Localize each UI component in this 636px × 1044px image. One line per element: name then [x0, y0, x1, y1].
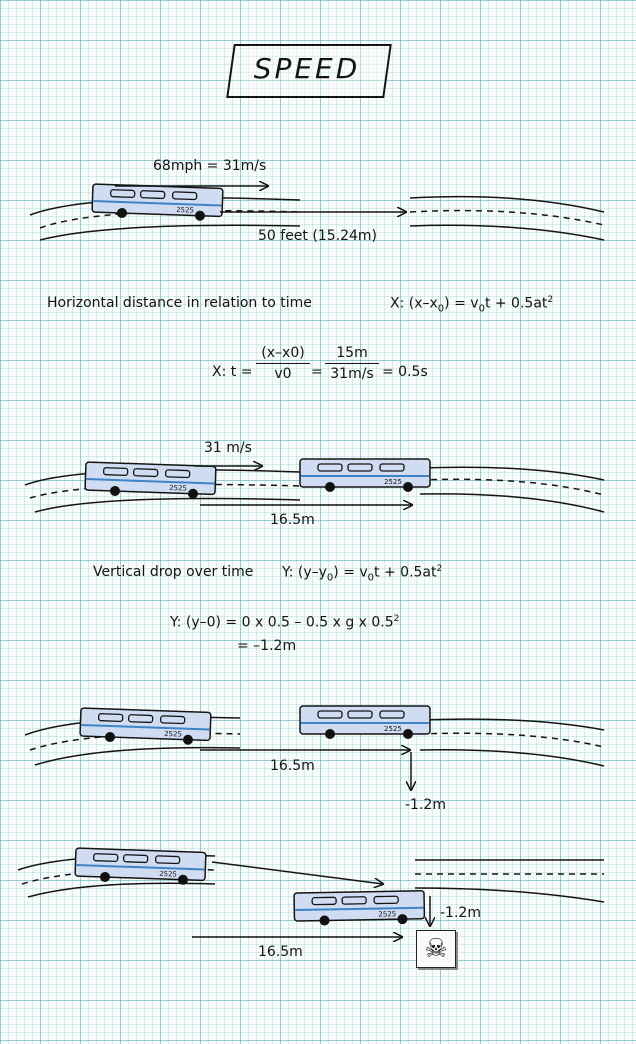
scene2-speed-label: 31 m/s: [204, 440, 252, 456]
scene4-trajectory-arrow: [212, 862, 383, 884]
scene2-bus-right: [300, 459, 430, 492]
fraction-2-numerator: 15m: [336, 345, 368, 361]
time-calc-equals: =: [311, 364, 323, 380]
fraction-2-bar: [325, 363, 379, 364]
scene4-distance-label: 16.5m: [258, 944, 303, 960]
vertical-label: Vertical drop over time: [93, 564, 254, 580]
diagram-art: 2525: [0, 0, 636, 1044]
scene4-bus-bottom: [294, 891, 425, 926]
time-calc-prefix: X: t =: [212, 364, 253, 380]
scene3-bus-right: [300, 706, 430, 739]
fraction-1-numerator: (x–x0): [261, 345, 305, 361]
scene1-bus: [92, 184, 223, 222]
time-calc-fraction-1: [256, 345, 310, 382]
skull-crossbones-icon: ☠: [416, 930, 456, 968]
fraction-1-bar: [256, 363, 310, 364]
vertical-calc-line1: Y: (y–0) = 0 x 0.5 – 0.5 x g x $0.5^2$: [170, 614, 400, 631]
scene4-drop-label: -1.2m: [440, 905, 481, 921]
time-calc-result: = 0.5s: [382, 364, 428, 380]
page-title: SPEED: [253, 52, 361, 85]
vertical-formula: Y: $(y-y_0) = v_0t + 0.5at^2$: [282, 564, 443, 584]
scene1-distance-label: 50 feet (15.24m): [258, 228, 377, 244]
scene4-bus-top: [75, 848, 206, 886]
time-calc-fraction-2: [325, 345, 379, 382]
scene3-bus-left: [80, 708, 211, 746]
vertical-calc-line2: = –1.2m: [237, 638, 297, 654]
fraction-1-denominator: v0: [274, 366, 292, 382]
scene3-distance-label: 16.5m: [270, 758, 315, 774]
horizontal-label: Horizontal distance in relation to time: [47, 295, 312, 311]
horizontal-formula: X: $(x-x_0) = v_0t + 0.5at^2$: [390, 295, 554, 315]
scene3-drop-label: -1.2m: [405, 797, 446, 813]
scene2-distance-label: 16.5m: [270, 512, 315, 528]
scene2-bus-left: [85, 462, 216, 500]
fraction-2-denominator: 31m/s: [330, 366, 374, 382]
scene1-speed-label: 68mph = 31m/s: [153, 158, 267, 174]
